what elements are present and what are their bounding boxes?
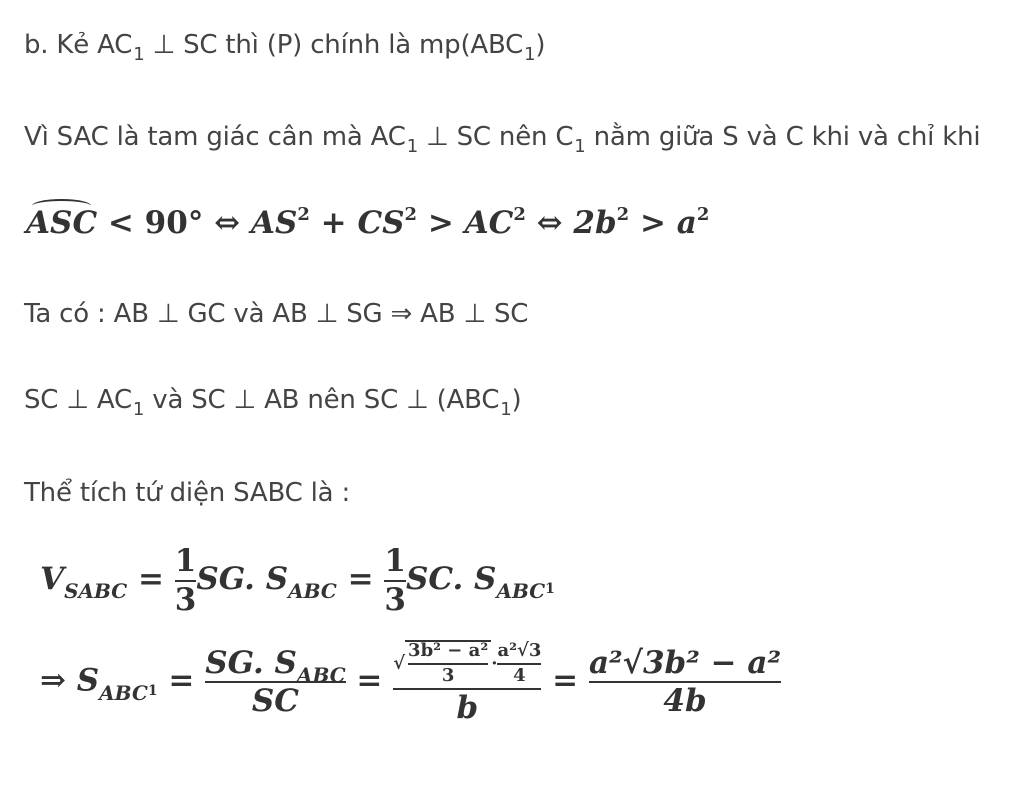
subscript: 1 (524, 44, 536, 65)
denominator: 3 (384, 581, 406, 618)
math-op: = (541, 662, 589, 699)
numerator: 3b² − a² (408, 640, 489, 661)
exponent: 2 (513, 204, 526, 225)
denominator: SC (251, 683, 299, 720)
denominator: 3 (441, 664, 455, 686)
numerator: 1 (174, 543, 197, 579)
math-subscript: SABC (64, 579, 128, 604)
line-sc (24, 385, 522, 420)
text-fragment: ) (511, 385, 522, 415)
math-var: V (40, 561, 65, 598)
exponent: 2 (297, 204, 310, 225)
fraction-one-third (175, 545, 197, 616)
math-var: SC. S (405, 561, 497, 598)
math-subscript: ABC (496, 579, 546, 604)
line-taco: Ta có : AB ⊥ GC và AB ⊥ SG ⇒ AB ⊥ SC (24, 299, 529, 329)
exponent: 2 (616, 204, 630, 225)
line-the: Thể tích tứ diện SABC là : (24, 478, 351, 508)
denominator: b (456, 689, 479, 726)
math-var: 2b (573, 205, 617, 241)
math-op: = (336, 561, 385, 598)
text-fragment: b. Kẻ AC (24, 30, 133, 60)
fraction-sqrt-over-b (393, 640, 541, 724)
subscript: 1 (132, 399, 145, 420)
text-fragment: SC ⊥ AC (24, 385, 132, 415)
math-var: CS (357, 205, 405, 241)
math-subscript: ABC (288, 579, 337, 604)
math-subscript: ABC (99, 680, 148, 705)
denominator: 4b (663, 683, 707, 720)
numerator (205, 644, 346, 687)
text-fragment: Vì SAC là tam giác cân mà AC (24, 122, 406, 152)
math-op: + (309, 205, 358, 241)
math-var: ⇒ S (40, 662, 100, 699)
denominator: 4 (513, 664, 526, 686)
subscript: 1 (406, 136, 419, 157)
inner-fraction (497, 642, 541, 686)
math-op: · (491, 652, 498, 674)
text-fragment: ⊥ SC nên C (418, 122, 574, 152)
angle-hat: ASC (26, 205, 98, 241)
math-op: = (127, 561, 175, 598)
equation-area (40, 640, 781, 724)
subscript: 1 (133, 44, 145, 65)
equation-volume (40, 545, 555, 616)
subscript: 1 (574, 136, 586, 157)
numerator: 1 (384, 543, 406, 579)
math-op: < 90° ⇔ (97, 205, 251, 241)
exponent: 2 (404, 204, 418, 225)
numerator: √ $\frac{\text{3b² − a²}}{3}$ · $\frac{\text{a²√3}}{4}$ (393, 640, 542, 686)
math-var: AS (250, 205, 298, 241)
math-subscript: ABC (296, 662, 346, 687)
line-b (24, 30, 546, 65)
numerator: a²√3b² − a² (588, 644, 782, 681)
math-op: > (417, 205, 465, 241)
math-subsubscript: 1 (545, 581, 555, 598)
text-fragment: và SC ⊥ AB nên SC ⊥ (ABC (144, 385, 500, 415)
text-fragment: nằm giữa S và C khi và chỉ khi (585, 122, 981, 152)
text-fragment: ) (535, 30, 546, 60)
math-var: SG. S (205, 644, 297, 681)
math-var: AC (464, 205, 514, 241)
fraction-sg-sc (205, 644, 346, 720)
subscript: 1 (500, 399, 512, 420)
exponent: 2 (696, 204, 710, 225)
math-op: ⇔ (525, 205, 574, 241)
fraction-result (588, 644, 782, 720)
numerator: a²√3 (497, 640, 542, 661)
line-vi (24, 122, 981, 157)
math-op: > (629, 205, 677, 241)
equation-angle (26, 205, 709, 241)
text-fragment: ⊥ SC thì (P) chính là mp(ABC (144, 30, 524, 60)
math-subsubscript: 1 (147, 682, 158, 699)
denominator: 3 (174, 581, 197, 618)
math-var: SG. S (196, 561, 289, 598)
math-op: = (157, 662, 206, 699)
inner-fraction (408, 642, 488, 686)
math-var: a (676, 205, 697, 241)
fraction-one-third (384, 545, 406, 616)
math-op: = (345, 662, 394, 699)
